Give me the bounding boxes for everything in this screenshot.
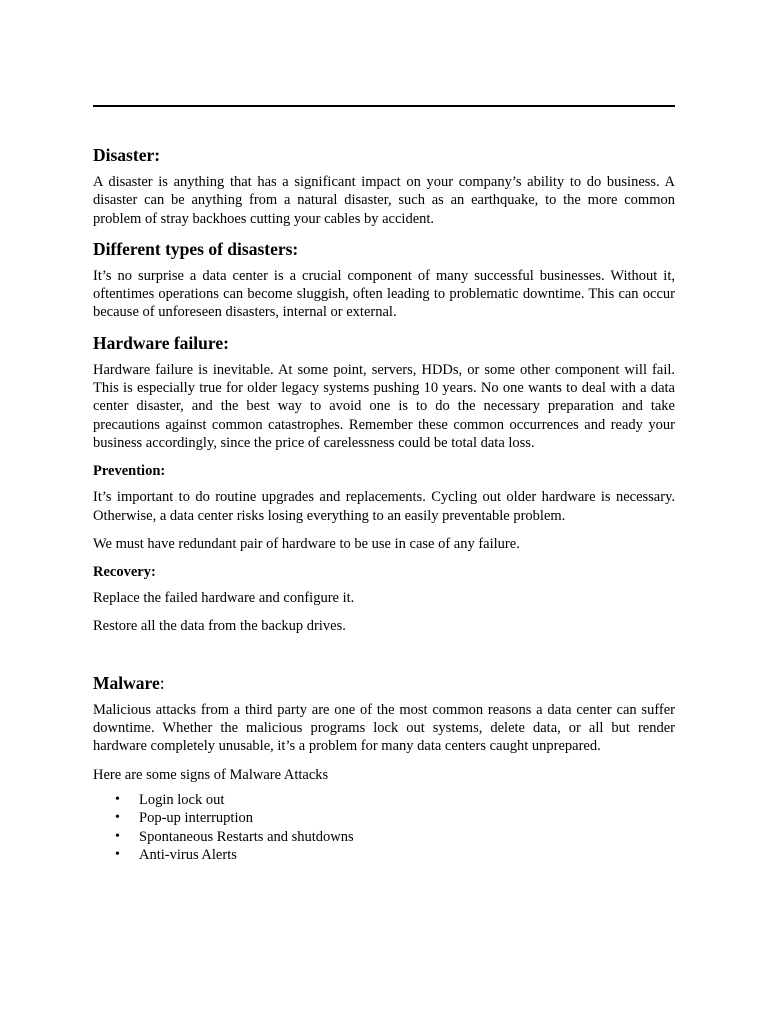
- malware-signs-list: [93, 791, 675, 864]
- header-rule: [93, 105, 675, 107]
- paragraph-types-of-disasters: It’s no surprise a data center is a crucial component of many successful businesses. Without it, oftentimes operations can become sluggish, often leading to problematic downtime. This can occur because of unforeseen disasters, internal or external.: [93, 267, 675, 321]
- heading-recovery: Recovery:: [93, 564, 156, 581]
- document-content: [93, 144, 675, 864]
- list-item-text: Spontaneous Restarts and shutdowns: [139, 828, 354, 845]
- paragraph-hardware-failure: Hardware failure is inevitable. At some point, servers, HDDs, or some other component will fail. This is especially true for older legacy systems pushing 10 years. No one wants to deal with a data center disaster, and the best way to avoid one is to do the necessary preparation and take precautions against common catastrophes. Remember these common occurrences and ready your business accordingly, since the price of carelessness could be total data loss.: [93, 361, 675, 451]
- heading-malware: [93, 672, 675, 694]
- list-item: [93, 828, 675, 846]
- document-page: [93, 0, 675, 1024]
- list-item-text: Login lock out: [139, 791, 225, 808]
- paragraph-prevention-2: We must have redundant pair of hardware to be use in case of any failure.: [93, 535, 520, 552]
- bullet-icon: •: [115, 846, 120, 862]
- bullet-icon: •: [115, 810, 120, 826]
- heading-prevention: Prevention:: [93, 463, 166, 480]
- paragraph-prevention-1: It’s important to do routine upgrades and replacements. Cycling out older hardware is necessary. Otherwise, a data center risks losing everything to an easily preventable problem.: [93, 489, 675, 524]
- list-item: [93, 791, 675, 809]
- heading-hardware-failure: Hardware failure:: [93, 332, 229, 353]
- paragraph-recovery-1: Replace the failed hardware and configure it.: [93, 590, 355, 607]
- section-spacer: [93, 646, 675, 672]
- heading-types-of-disasters: Different types of disasters:: [93, 238, 299, 259]
- list-item: [93, 809, 675, 827]
- list-item: [93, 846, 675, 864]
- heading-malware-colon: :: [159, 672, 165, 693]
- bullet-icon: •: [115, 791, 120, 807]
- heading-disaster: Disaster:: [93, 145, 161, 165]
- list-item-text: Anti-virus Alerts: [139, 846, 237, 863]
- heading-malware-text: Malware: [93, 672, 160, 693]
- list-item-text: Pop-up interruption: [139, 810, 253, 827]
- paragraph-malware-signs-intro: Here are some signs of Malware Attacks: [93, 766, 329, 783]
- bullet-icon: •: [115, 828, 120, 844]
- paragraph-disaster: A disaster is anything that has a significant impact on your company’s ability to do business. A disaster can be anything from a natural disaster, such as an earthquake, to the more common problem of stray backhoes cutting your cables by accident.: [93, 174, 675, 227]
- paragraph-recovery-2: Restore all the data from the backup drives.: [93, 618, 346, 635]
- paragraph-malware: Malicious attacks from a third party are one of the most common reasons a data center can suffer downtime. Whether the malicious programs lock out systems, delete data, or all but render hardware completely unusable, it’s a problem for many data centers caught unprepared.: [93, 701, 675, 755]
